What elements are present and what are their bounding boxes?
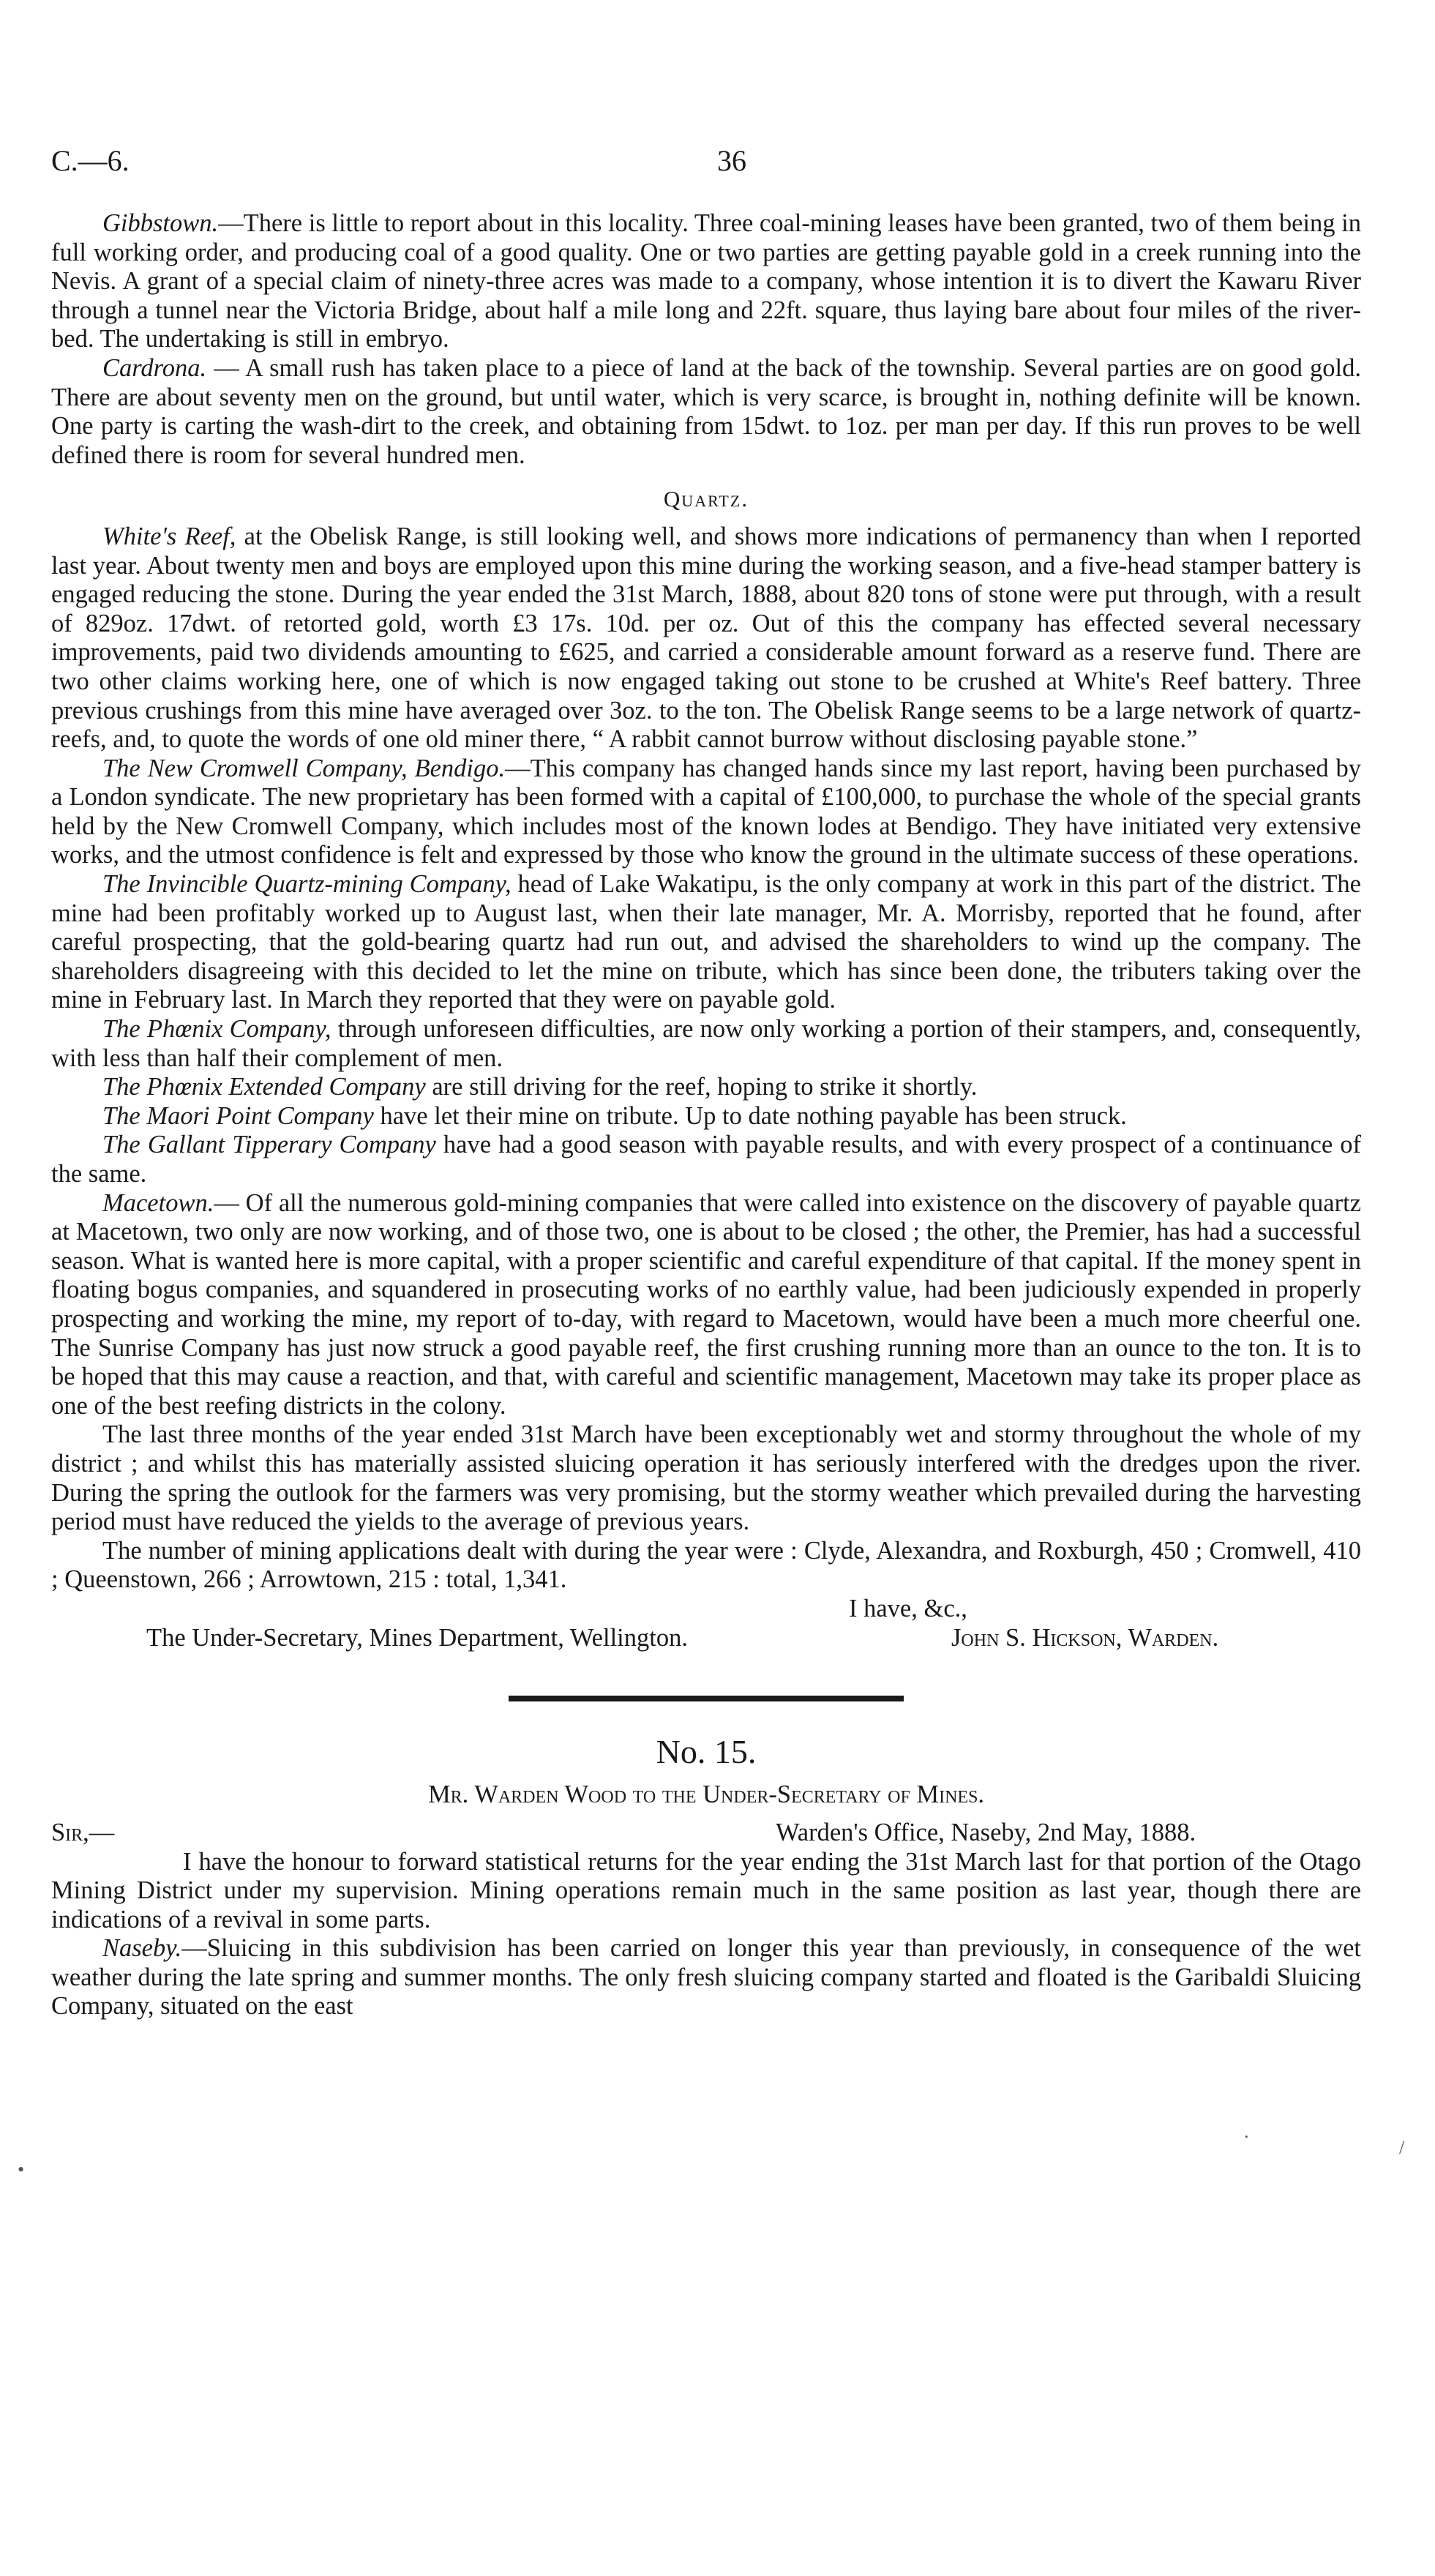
paragraph-label: The Gallant Tipperary Company: [102, 1131, 436, 1159]
paragraph-text: —There is little to report about in this locality. Three coal-mining leases have been granted, two of them being in full working order, and producing coal of a good quality. One or two parties are getting payable gold in a creek running into the Nevis. A grant of a special claim of ninety-three acres was made to a company, whose intention it is to divert the Kawaru River through a tunnel near the Victoria Bridge, about half a mile long and 22ft. square, thus laying bare about four miles of the river-bed. The undertaking is still in embryo.: [51, 209, 1361, 353]
paragraph-new-cromwell: [51, 755, 1361, 870]
paragraph-text: at the Obelisk Range, is still looking well, and shows more indications of permanency than when I reported last year. About twenty men and boys are employed upon this mine during the working season, and a five-head stamper battery is engaged reducing the stone. During the year ended the 31st March, 1888, about 820 tons of stone were put through, with a result of 829oz. 17dwt. of retorted gold, worth £3 17s. 10d. per oz. Out of this the company has effected several necessary improvements, paid two dividends amounting to £625, and carried a considerable amount forward as a reserve fund. There are two other claims working here, one of which is now engaged taking out stone to be crushed at White's Reef battery. Three previous crushings from this mine have averaged over 3oz. to the ton. The Obelisk Range seems to be a large network of quartz-reefs, and, to quote the words of one old miner there, “ A rabbit cannot burrow without disclosing payable stone.”: [51, 522, 1362, 754]
paragraph-text: The last three months of the year ended 31st March have been exceptionably wet and stormy throughout the whole of my district ; and whilst this has materially assisted sluicing operation it has seriously interfered with the dredges upon the river. During the spring the outlook for the farmers was very promising, but the stormy weather which prevailed during the harvesting period must have reduced the yields to the average of previous years.: [51, 1420, 1361, 1536]
paragraph-weather: [51, 1420, 1361, 1536]
paragraph-label: Gibbstown.: [102, 209, 219, 237]
paragraph-label: The Maori Point Company: [102, 1101, 374, 1130]
page-number: 36: [717, 144, 746, 177]
paragraph-text: —Sluicing in this subdivision has been carried on longer this year than previously, in consequence of the wet weather during the late spring and summer months. The only fresh sluicing company started and floated is the Garibaldi Sluicing Company, situated on the east: [51, 1934, 1361, 2021]
scan-mark: .: [1244, 2121, 1249, 2142]
letter-number: No. 15.: [656, 1732, 757, 1770]
paragraph-text: are still driving for the reef, hoping to strike it shortly.: [425, 1073, 978, 1101]
closing-phrase: I have, &c.,: [849, 1594, 967, 1622]
salutation: Sir,—: [51, 1818, 115, 1846]
paragraph-cardrona: [51, 354, 1361, 470]
paragraph-invincible: [51, 870, 1361, 1015]
scan-mark: /: [1399, 2137, 1405, 2158]
paragraph-label: The New Cromwell Company, Bendigo.: [102, 754, 506, 782]
paragraph-label: White's Reef,: [102, 522, 236, 550]
scan-mark: •: [18, 2159, 25, 2180]
paragraph-letter-intro: [51, 1848, 1361, 1935]
salutation-row: [51, 1819, 1361, 1848]
document-reference: C.—6.: [51, 144, 130, 177]
letter-title: Mr. Warden Wood to the Under-Secretary of Mines.: [427, 1780, 985, 1808]
paragraph-gibbstown: [51, 209, 1361, 354]
paragraph-gallant-tipperary: [51, 1131, 1361, 1188]
paragraph-applications: [51, 1537, 1361, 1595]
paragraph-phoenix-extended: [51, 1073, 1361, 1102]
divider-rule: [509, 1696, 904, 1701]
paragraph-text: — A small rush has taken place to a piece of land at the back of the township. Several parties are on good gold. There are about seventy men on the ground, but until water, which is very scarce, is brought in, nothing definite will be known. One party is carting the wash-dirt to the creek, and obtaining from 15dwt. to 1oz. per man per day. If this run proves to be well defined there is room for several hundred men.: [51, 353, 1361, 469]
letter-office-date: Warden's Office, Naseby, 2nd May, 1888.: [776, 1818, 1196, 1846]
paragraph-label: Cardrona.: [102, 353, 207, 382]
paragraph-text: have had a good season with payable results, and with every prospect of a continuance of the same.: [51, 1131, 1361, 1188]
paragraph-text: I have the honour to forward statistical returns for the year ending the 31st March last for that portion of the Otago Mining District under my supervision. Mining operations remain much in the same position as last year, though there are indications of a revival in some parts.: [51, 1847, 1361, 1933]
paragraph-macetown: [51, 1189, 1361, 1421]
paragraph-label: Macetown.: [102, 1188, 214, 1217]
paragraph-label: The Phœnix Extended Company: [102, 1073, 426, 1101]
page-header: [51, 143, 1383, 187]
signature-block: [51, 1595, 1361, 1681]
paragraph-maori-point: [51, 1102, 1361, 1131]
paragraph-text: —This company has changed hands since my last report, having been purchased by a London syndicate. The new proprietary has been formed with a capital of £100,000, to purchase the whole of the special grants held by the New Cromwell Company, which includes most of the known lodes at Bendigo. They have initiated very extensive works, and the utmost confidence is felt and expressed by those who know the ground in the ultimate success of these operations.: [51, 754, 1361, 869]
paragraph-label: The Invincible Quartz-mining Company,: [102, 870, 512, 899]
paragraph-naseby: [51, 1934, 1361, 2021]
paragraph-label: Naseby.: [102, 1934, 182, 1963]
document-body: [51, 209, 1361, 2021]
paragraph-text: head of Lake Wakatipu, is the only company at work in this part of the district. The mine had been profitably worked up to August last, when their late manager, Mr. A. Morrisby, reported that he found, after careful prospecting, that the gold-bearing quartz had run out, and advised the shareholders to wind up the company. The shareholders disagreeing with this decided to let the mine on tribute, which has since been done, the tributers taking over the mine in February last. In March they reported that they were on payable gold.: [51, 870, 1361, 1014]
paragraph-label: The Phœnix Company,: [102, 1015, 331, 1044]
paragraph-text: — Of all the numerous gold-mining companies that were called into existence on the discovery of payable quartz at Macetown, two only are now working, and of those two, one is about to be closed ; the other, the Premier, has had a successful season. What is wanted here is more capital, with a proper scientific and careful expenditure of that capital. If the money spent in floating bogus companies, and squandered in prosecuting works of no earthly value, had been judiciously expended in properly prospecting and working the mine, my report of to-day, with regard to Macetown, would have been a much more cheerful one. The Sunrise Company has just now struck a good payable reef, the first crushing running more than an ounce to the ton. It is to be hoped that this may cause a reaction, and that, with careful and scientific management, Macetown may take its proper place as one of the best reefing districts in the colony.: [51, 1188, 1361, 1420]
paragraph-phoenix: [51, 1015, 1361, 1073]
paragraph-text: have let their mine on tribute. Up to date nothing payable has been struck.: [373, 1101, 1127, 1130]
paragraph-text: through unforeseen difficulties, are now only working a portion of their stampers, and, consequently, with less than half their complement of men.: [51, 1015, 1361, 1072]
addressee: The Under-Secretary, Mines Department, Wellington.: [146, 1623, 688, 1652]
paragraph-text: The number of mining applications dealt with during the year were : Clyde, Alexandra, and Roxburgh, 450 ; Cromwell, 410 ; Queenstown, 266 ; Arrowtown, 215 : total, 1,341.: [51, 1536, 1361, 1594]
section-heading-quartz: Quartz.: [663, 486, 749, 512]
signer: John S. Hickson, Warden.: [951, 1623, 1219, 1652]
paragraph-whites-reef: [51, 523, 1361, 755]
